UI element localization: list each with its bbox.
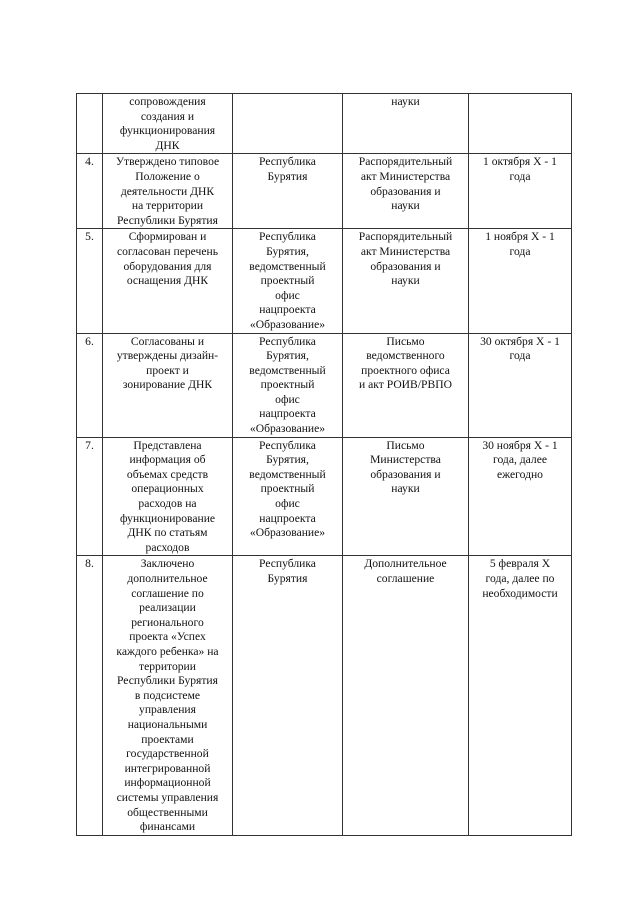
cell-text-line: территории <box>139 659 196 673</box>
cell-text-line: Республики Бурятия <box>117 674 218 688</box>
cell-text-line: акт Министерства <box>360 169 451 183</box>
deadline-cell <box>469 94 572 154</box>
cell-text-line: нацпроекта <box>259 407 316 421</box>
table-row <box>77 94 572 154</box>
cell-text-line: Согласованы и <box>130 334 205 348</box>
cell-text-line: ведомственный <box>249 363 326 377</box>
cell-text-line: согласован перечень <box>116 244 219 258</box>
cell-text-line: соглашение <box>376 572 435 585</box>
cell-text-line: информация об <box>129 453 206 467</box>
cell-text-line: Дополнительное <box>364 557 447 571</box>
cell-text-line: создания и <box>140 109 195 123</box>
cell-text-line: системы управления <box>116 790 219 804</box>
event-cell <box>103 333 233 437</box>
cell-text-line: регионального <box>131 615 204 629</box>
cell-text-line: офис <box>275 392 300 406</box>
cell-text-line: Бурятия <box>267 169 308 183</box>
cell-text-line: года <box>509 349 531 363</box>
cell-text-line: национальными <box>127 717 208 731</box>
cell-text-line: науки <box>391 274 420 288</box>
cell-text-line: на территории <box>131 199 204 213</box>
responsible-cell <box>233 333 343 437</box>
deadline-cell <box>469 154 572 229</box>
cell-text-line: образования и <box>370 467 441 481</box>
document-cell <box>343 154 469 229</box>
cell-text-line: 30 ноября Х - 1 <box>482 438 558 452</box>
table-row <box>77 229 572 333</box>
cell-text-line: управления <box>139 703 196 717</box>
cell-text-line: деятельности ДНК <box>120 184 215 198</box>
cell-text-line: Республика <box>259 334 316 348</box>
cell-text-line: объемах средств <box>126 467 209 481</box>
cell-text-line: Республика <box>259 155 316 169</box>
cell-text-line: оснащения ДНК <box>126 274 209 288</box>
deadline-cell <box>469 556 572 835</box>
cell-text-line: ведомственного <box>366 349 445 363</box>
row-number-cell: 8. <box>77 556 103 835</box>
plan-table <box>76 93 572 836</box>
cell-text-line: сопровождения <box>129 95 206 108</box>
cell-text-line: Утверждено типовое <box>115 155 220 169</box>
row-number-cell: 7. <box>77 437 103 556</box>
cell-text-line: «Образование» <box>249 526 326 540</box>
responsible-cell <box>233 94 343 154</box>
document-cell <box>343 556 469 835</box>
event-cell <box>103 556 233 835</box>
cell-text-line: 5 февраля Х <box>489 557 551 571</box>
table-row <box>77 333 572 437</box>
cell-text-line: расходов <box>145 540 190 554</box>
cell-text-line: операционных <box>131 482 204 496</box>
cell-text-line: ведомственный <box>249 467 326 481</box>
cell-text-line: 30 октября Х - 1 <box>480 334 560 348</box>
cell-text-line: образования и <box>370 259 441 273</box>
cell-text-line: офис <box>275 288 300 302</box>
cell-text-line: нацпроекта <box>259 511 316 525</box>
row-number-cell: 6. <box>77 333 103 437</box>
cell-text-line: необходимости <box>482 586 558 600</box>
cell-text-line: и акт РОИВ/РВПО <box>359 378 452 392</box>
cell-text-line: года <box>509 244 531 258</box>
cell-text-line: Министерства <box>370 453 441 467</box>
cell-text-line: Представлена <box>133 438 202 452</box>
document-cell <box>343 229 469 333</box>
cell-text-line: Сформирован и <box>128 230 207 244</box>
table-row <box>77 556 572 835</box>
cell-text-line: дополнительное <box>127 572 208 585</box>
cell-text-line: утверждены дизайн- <box>116 349 219 363</box>
cell-text-line: Республика <box>259 557 316 571</box>
cell-text-line: общественными <box>127 805 208 819</box>
cell-text-line: «Образование» <box>249 422 326 436</box>
cell-text-line: Бурятия <box>267 572 308 585</box>
cell-text-line: Письмо <box>386 438 425 452</box>
cell-text-line: проектный <box>260 482 315 496</box>
cell-text-line: науки <box>391 482 420 496</box>
row-number-cell <box>77 94 103 154</box>
cell-text-line: Республика <box>259 230 316 244</box>
cell-text-line: Положение о <box>135 169 200 183</box>
cell-text-line: «Образование» <box>249 317 326 331</box>
cell-text-line: оборудования для <box>123 259 212 273</box>
cell-text-line: проектами <box>141 732 194 746</box>
cell-text-line: проектный <box>260 378 315 392</box>
cell-text-line: финансами <box>139 820 196 834</box>
cell-text-line: проектного офиса <box>361 363 450 377</box>
event-cell <box>103 154 233 229</box>
cell-text-line: года <box>509 169 531 183</box>
cell-text-line: реализации <box>139 601 196 615</box>
cell-text-line: ДНК <box>155 138 180 152</box>
cell-text-line: Заключено <box>140 557 195 571</box>
cell-text-line: года, далее <box>493 453 547 467</box>
table-body <box>77 94 572 836</box>
cell-text-line: Распорядительный <box>358 230 453 244</box>
cell-text-line: функционирование <box>119 511 216 525</box>
document-cell <box>343 437 469 556</box>
cell-text-line: нацпроекта <box>259 303 316 317</box>
row-number-cell: 4. <box>77 154 103 229</box>
cell-text-line: информационной <box>124 776 211 790</box>
event-cell <box>103 229 233 333</box>
cell-text-line: Бурятия, <box>266 349 309 363</box>
deadline-cell <box>469 437 572 556</box>
event-cell <box>103 437 233 556</box>
cell-text-line: Республика <box>259 438 316 452</box>
cell-text-line: в подсистеме <box>134 688 201 702</box>
cell-text-line: проект и <box>146 363 189 377</box>
cell-text-line: функционирования <box>119 124 216 138</box>
table-row <box>77 154 572 229</box>
responsible-cell <box>233 556 343 835</box>
cell-text-line: 1 октября Х - 1 <box>483 155 557 169</box>
cell-text-line: Бурятия, <box>266 453 309 467</box>
deadline-cell <box>469 229 572 333</box>
responsible-cell <box>233 229 343 333</box>
cell-text-line: расходов на <box>138 497 197 511</box>
cell-text-line: интегрированной <box>124 761 211 775</box>
cell-text-line: года, далее по <box>485 572 555 585</box>
row-number-cell: 5. <box>77 229 103 333</box>
cell-text-line: Республики Бурятия <box>117 213 218 227</box>
cell-text-line: акт Министерства <box>360 244 451 258</box>
cell-text-line: каждого ребенка» на <box>116 644 219 658</box>
cell-text-line: ежегодно <box>497 467 543 481</box>
cell-text-line: науки <box>391 199 420 213</box>
cell-text-line: Бурятия, <box>266 244 309 258</box>
cell-text-line: 1 ноября Х - 1 <box>485 230 555 244</box>
cell-text-line: науки <box>391 95 420 108</box>
cell-text-line: образования и <box>370 184 441 198</box>
cell-text-line: проекта «Успех <box>129 630 206 644</box>
document-cell <box>343 333 469 437</box>
cell-text-line: соглашение по <box>131 586 204 600</box>
table-row <box>77 437 572 556</box>
responsible-cell <box>233 154 343 229</box>
cell-text-line: ДНК по статьям <box>127 526 208 540</box>
cell-text-line: зонирование ДНК <box>122 378 213 392</box>
cell-text-line: ведомственный <box>249 259 326 273</box>
document-cell <box>343 94 469 154</box>
deadline-cell <box>469 333 572 437</box>
event-cell <box>103 94 233 154</box>
cell-text-line: проектный <box>260 274 315 288</box>
cell-text-line: государственной <box>126 747 209 761</box>
responsible-cell <box>233 437 343 556</box>
cell-text-line: офис <box>275 497 300 511</box>
cell-text-line: Письмо <box>386 334 425 348</box>
cell-text-line: Распорядительный <box>358 155 453 169</box>
